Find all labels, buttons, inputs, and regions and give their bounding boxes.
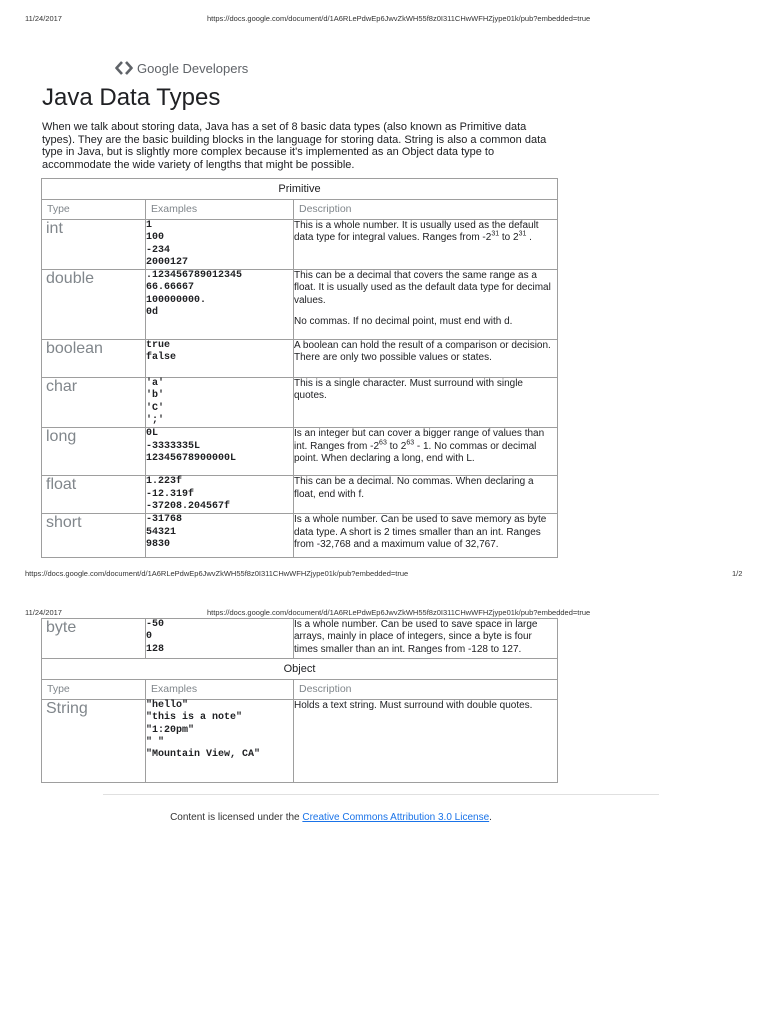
description-cell bbox=[294, 700, 558, 783]
example-value: 9830 bbox=[146, 538, 171, 550]
example-value: 54321 bbox=[146, 526, 177, 538]
example-value: 'C' bbox=[146, 402, 165, 414]
examples-cell bbox=[146, 700, 294, 783]
description-cell bbox=[294, 514, 558, 558]
description-fragment: Is an integer but can cover a bigger range of values than int. Ranges from -2 bbox=[294, 428, 545, 452]
brand-name: Google Developers bbox=[137, 60, 249, 76]
type-name: long bbox=[46, 428, 77, 446]
example-value: "1:20pm" bbox=[146, 724, 195, 736]
print-url: https://docs.google.com/document/d/1A6RLePdwEp6JwvZkWH55f8z0I311CHwWFHZjype01k/pub?embedded=true bbox=[207, 14, 591, 23]
example-value: 128 bbox=[146, 643, 165, 655]
license-note bbox=[0, 812, 662, 823]
data-type-row-int bbox=[42, 220, 558, 270]
page-title: Java Data Types bbox=[42, 84, 221, 111]
example-value: " " bbox=[146, 736, 165, 748]
type-cell bbox=[42, 220, 146, 270]
type-cell bbox=[42, 378, 146, 428]
description-paragraph: Is a whole number. Can be used to save space in large arrays, mainly in place of integers, since a byte is four times smaller than an int. Ranges from -128 to 127. bbox=[294, 619, 538, 655]
example-value: "Mountain View, CA" bbox=[146, 749, 261, 761]
example-value: false bbox=[146, 352, 177, 364]
description-cell bbox=[294, 428, 558, 476]
primitive-section-heading: Primitive bbox=[42, 179, 558, 200]
description-paragraph: Is a whole number. Can be used to save memory as byte data type. A short is 2 times smaller than an int. Ranges from -32,768 and a maximum value of 32,767. bbox=[294, 514, 547, 550]
data-type-row-short bbox=[42, 514, 558, 558]
example-value: 100000000. bbox=[146, 294, 207, 306]
example-value: -3333335L bbox=[146, 440, 201, 452]
column-header-type: Type bbox=[42, 680, 146, 700]
brackets-logo-icon bbox=[115, 61, 133, 75]
example-value: 2000127 bbox=[146, 256, 189, 268]
example-value: -50 bbox=[146, 619, 165, 630]
description-cell bbox=[294, 378, 558, 428]
examples-cell bbox=[146, 270, 294, 340]
license-suffix: . bbox=[489, 812, 492, 823]
description-cell bbox=[294, 340, 558, 378]
primitive-section-row bbox=[42, 179, 558, 200]
example-value: 0d bbox=[146, 307, 159, 319]
type-cell bbox=[42, 514, 146, 558]
description-paragraph: This can be a decimal that covers the same range as a float. It is usually used as the default data type for decimal values. bbox=[294, 270, 551, 306]
example-value: 0L bbox=[146, 428, 159, 440]
example-value: ';' bbox=[146, 415, 165, 427]
intro-paragraph: When we talk about storing data, Java has a set of 8 basic data types (also known as Primitive data types). They are the basic building blocks in the language for storing data. String is also a common data type in Java, but is slightly more complex because it's implemented as an Object data type to accommodate the wide variety of lengths that might be possible. bbox=[42, 121, 547, 171]
example-value: "this is a note" bbox=[146, 712, 243, 724]
type-name: byte bbox=[46, 619, 77, 636]
type-name: String bbox=[46, 700, 88, 717]
example-value: "hello" bbox=[146, 700, 189, 711]
description-text bbox=[294, 428, 557, 465]
object-section-heading: Object bbox=[42, 659, 558, 680]
print-date: 11/24/2017 bbox=[25, 14, 62, 23]
exponent: 63 bbox=[406, 439, 415, 447]
primitive-table bbox=[41, 178, 558, 558]
column-header-examples: Examples bbox=[146, 680, 294, 700]
column-header-type: Type bbox=[42, 200, 146, 220]
data-type-row-float bbox=[42, 476, 558, 514]
example-value: -37208.204567f bbox=[146, 500, 231, 512]
example-value: 0 bbox=[146, 631, 153, 643]
license-prefix: Content is licensed under the bbox=[170, 812, 303, 823]
description-paragraph: This is a single character. Must surround with single quotes. bbox=[294, 378, 523, 402]
type-cell bbox=[42, 270, 146, 340]
description-cell bbox=[294, 476, 558, 514]
example-value: -234 bbox=[146, 244, 171, 256]
data-type-row-double bbox=[42, 270, 558, 340]
description-fragment: . bbox=[526, 232, 532, 244]
description-cell bbox=[294, 270, 558, 340]
data-type-row-char bbox=[42, 378, 558, 428]
data-type-row-boolean bbox=[42, 340, 558, 378]
example-value: 1 bbox=[146, 220, 153, 231]
type-cell bbox=[42, 428, 146, 476]
example-value: 'b' bbox=[146, 390, 165, 402]
example-value: -12.319f bbox=[146, 488, 195, 500]
example-value: 12345678900000L bbox=[146, 452, 237, 464]
exponent: 63 bbox=[379, 439, 387, 447]
column-header-row bbox=[42, 680, 558, 700]
description-text bbox=[294, 220, 557, 245]
description-paragraph: No commas. If no decimal point, must end with d. bbox=[294, 316, 513, 328]
examples-cell bbox=[146, 378, 294, 428]
type-name: boolean bbox=[46, 340, 103, 358]
data-type-row-long bbox=[42, 428, 558, 476]
description-paragraph: A boolean can hold the result of a comparison or decision. There are only two possible values or states. bbox=[294, 340, 551, 364]
type-name: int bbox=[46, 220, 63, 237]
page-number: 1/2 bbox=[732, 569, 743, 578]
page-footer-url: https://docs.google.com/document/d/1A6RLePdwEp6JwvZkWH55f8z0I311CHwWFHZjype01k/pub?embedded=true bbox=[25, 569, 409, 578]
description-fragment: This is a whole number. It is usually used as the default data type for integral values. Ranges from -2 bbox=[294, 220, 539, 244]
exponent: 31 bbox=[518, 230, 527, 238]
example-value: -31768 bbox=[146, 514, 183, 526]
examples-cell bbox=[146, 428, 294, 476]
type-name: short bbox=[46, 514, 82, 532]
type-name: char bbox=[46, 378, 78, 396]
print-date-2: 11/24/2017 bbox=[25, 608, 62, 617]
description-cell bbox=[294, 619, 558, 659]
type-cell bbox=[42, 700, 146, 783]
description-cell bbox=[294, 220, 558, 270]
column-header-description: Description bbox=[294, 680, 558, 700]
google-developers-logo[interactable] bbox=[115, 59, 248, 77]
examples-cell bbox=[146, 340, 294, 378]
exponent: 31 bbox=[491, 230, 500, 238]
type-cell bbox=[42, 476, 146, 514]
column-header-row bbox=[42, 200, 558, 220]
type-cell bbox=[42, 619, 146, 659]
data-type-row-string bbox=[42, 700, 558, 783]
column-header-description: Description bbox=[294, 200, 558, 220]
footer-divider bbox=[103, 794, 659, 795]
example-value: 66.66667 bbox=[146, 282, 195, 294]
type-name: float bbox=[46, 476, 77, 494]
print-url-2: https://docs.google.com/document/d/1A6RLePdwEp6JwvZkWH55f8z0I311CHwWFHZjype01k/pub?embedded=true bbox=[207, 608, 591, 617]
data-type-row-byte bbox=[42, 619, 558, 659]
examples-cell bbox=[146, 220, 294, 270]
page-break bbox=[0, 566, 768, 578]
description-fragment: - 1. No commas or decimal point. When declaring a long, end with L. bbox=[294, 440, 537, 464]
description-paragraph: This can be a decimal. No commas. When declaring a float, end with f. bbox=[294, 476, 534, 500]
type-cell bbox=[42, 340, 146, 378]
example-value: 'a' bbox=[146, 378, 165, 390]
description-paragraph: Holds a text string. Must surround with double quotes. bbox=[294, 700, 533, 711]
type-name: double bbox=[46, 270, 95, 288]
example-value: .123456789012345 bbox=[146, 270, 243, 282]
examples-cell bbox=[146, 514, 294, 558]
license-link[interactable]: Creative Commons Attribution 3.0 License bbox=[302, 812, 490, 823]
example-value: 1.223f bbox=[146, 476, 183, 488]
column-header-examples: Examples bbox=[146, 200, 294, 220]
object-section-row bbox=[42, 659, 558, 680]
description-fragment: to 2 bbox=[499, 232, 519, 244]
examples-cell bbox=[146, 619, 294, 659]
examples-cell bbox=[146, 476, 294, 514]
example-value: 100 bbox=[146, 232, 165, 244]
object-table bbox=[41, 618, 558, 783]
description-fragment: to 2 bbox=[386, 440, 407, 452]
example-value: true bbox=[146, 340, 171, 352]
